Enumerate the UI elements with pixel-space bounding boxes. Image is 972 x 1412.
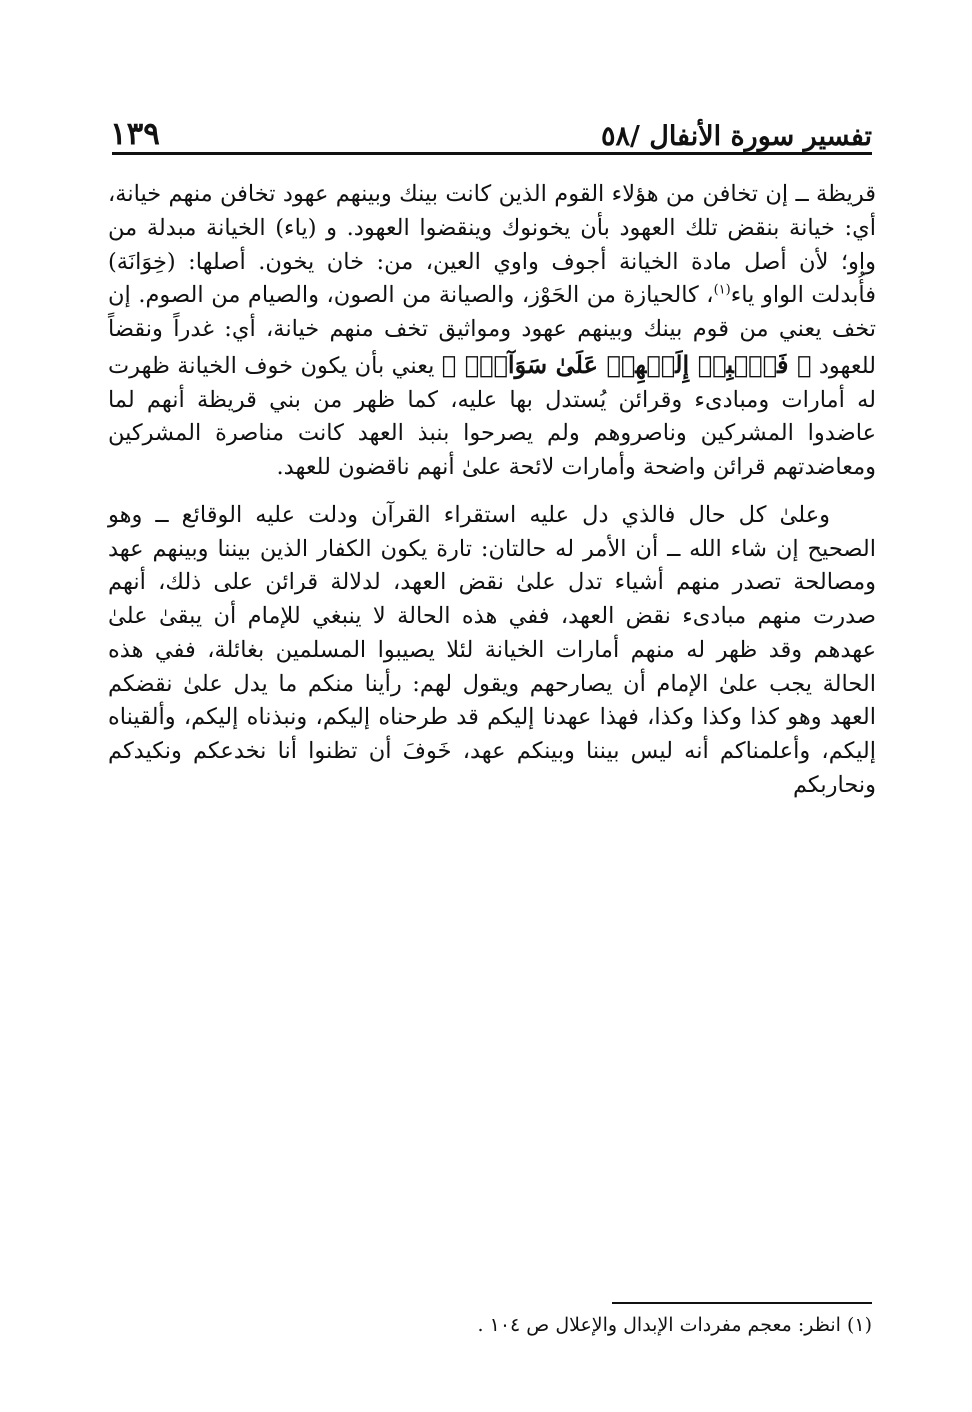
paragraph-1-part-a: قريظة ــ إن تخافن من هؤلاء القوم الذين كانت بينك وبينهم عهود تخافن منهم خيانة، أي: خيانة بنقض تلك العهود بأن يخونوك وينقضوا العهود. و (ياء) الخيانة مبدلة من واو؛ لأن أصل مادة الخيانة أجوف واوي العين، من: خان يخون. أصلها: (خِوَانَة) فأُبدلت الواو ياء: [108, 181, 876, 309]
paragraph-1: [108, 178, 876, 485]
footnote-rule: [612, 1302, 872, 1304]
paragraph-2: وعلىٰ كل حال فالذي دل عليه استقراء القرآن ودلت عليه الوقائع ــ وهو الصحيح إن شاء الله ــ أن الأمر له حالتان: تارة يكون الكفار الذين بيننا وبينهم عهد ومصالحة تصدر منهم أشياء تدل علىٰ نقض العهد، لدلالة قرائن على ذلك، أنهم صدرت منهم مبادىء نقض العهد، ففي هذه الحالة لا ينبغي للإمام أن يبقىٰ علىٰ عهدهم وقد ظهر له منهم أمارات الخيانة لئلا يصيبوا المسلمين بغائلة، ففي هذه الحالة يجب علىٰ الإمام أن يصارحهم ويقول لهم: رأينا منكم ما يدل علىٰ نقضكم العهد وهو كذا وكذا وكذا، فهذا عهدنا إليكم قد طرحناه إليكم، ونبذناه إليكم، وألقيناه إليكم، وأعلمناكم أنه ليس بيننا وبينكم عهد، خَوفَ أن تظنوا أنا نخدعكم ونكيدكم ونحاربكم: [108, 501, 876, 798]
footnote-marker: (١): [846, 1314, 872, 1336]
running-title: تفسير سورة الأنفال /٥٨: [600, 121, 872, 152]
quran-verse: ﴿ فَٱنۢبِذۡ إِلَيۡهِمۡ عَلَىٰ سَوَآءٍۚ ﴾: [441, 349, 812, 379]
paragraph-1-part-c: يعني بأن يكون خوف الخيانة ظهرت له أمارات ومبادىء وقرائن يُستدل بها عليه، كما ظهر من بني قريظة أنهم لما عاضدوا المشركين وناصروهم ولم يصرحوا بنبذ العهد كانت مناصرة المشركين ومعاضدتهم قرائن واضحة وأمارات لائحة علىٰ أنهم ناقضون للعهد.: [108, 352, 876, 480]
footnote: [300, 1314, 872, 1336]
footnote-reference: (١): [713, 282, 731, 298]
footnote-text: انظر: معجم مفردات الإبدال والإعلال ص ١٠٤ .: [477, 1314, 847, 1336]
page-number: ١٣٩: [110, 116, 160, 152]
main-text: [108, 178, 876, 803]
paragraph-1-part-b: ، كالحيازة من الحَوْز، والصيانة من الصون، والصيام من الصوم. إن تخف يعني من قوم بينك وبينهم عهود ومواثيق تخف منهم خيانة، أي: غدراً ونقضاً للعهود: [108, 282, 876, 379]
running-header: [110, 100, 872, 152]
header-rule: [112, 152, 872, 155]
